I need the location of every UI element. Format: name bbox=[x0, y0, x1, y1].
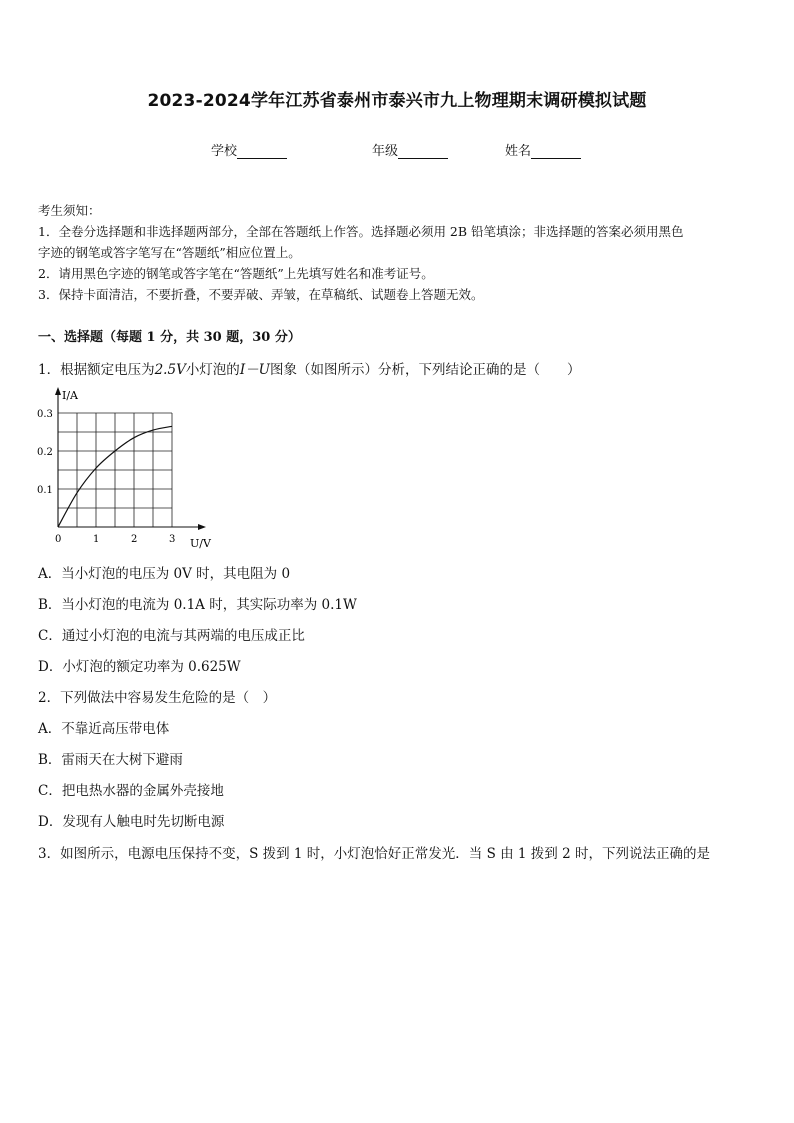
q2-option-d[interactable]: D．发现有人触电时先切断电源 bbox=[38, 814, 225, 830]
section-title: 一、选择题（每题 1 分，共 30 题，30 分） bbox=[38, 330, 301, 345]
q1-stem-c: 图象（如图所示）分析，下列结论正确的是（ ） bbox=[270, 362, 581, 378]
x-tick-label: 1 bbox=[93, 534, 100, 545]
school-blank[interactable] bbox=[237, 144, 287, 159]
q1-stem-iu: I－U bbox=[239, 362, 271, 378]
question-1-stem bbox=[38, 358, 581, 378]
notice-item-1: 1．全卷分选择题和非选择题两部分，全部在答题纸上作答。选择题必须用 2B 铅笔填涂；非选择题的答案必须用黑色 bbox=[38, 224, 684, 239]
x-axis-arrow bbox=[198, 524, 206, 530]
x-tick-label: 2 bbox=[131, 534, 138, 545]
notice-item-3: 3．保持卡面清洁，不要折叠，不要弄破、弄皱，在草稿纸、试题卷上答题无效。 bbox=[38, 287, 484, 302]
school-label: 学校 bbox=[211, 144, 238, 159]
q1-stem-b: 小灯泡的 bbox=[185, 362, 240, 378]
x-axis-label: U/V bbox=[190, 537, 211, 550]
grade-blank[interactable] bbox=[398, 144, 448, 159]
q1-option-b[interactable]: B．当小灯泡的电流为 0.1A 时，其实际功率为 0.1W bbox=[38, 597, 357, 613]
question-3-stem: 3．如图所示，电源电压保持不变，S 拨到 1 时，小灯泡恰好正常发光．当 S 由 1 拨到 2 时，下列说法正确的是 bbox=[38, 846, 710, 862]
grade-field[interactable] bbox=[372, 140, 448, 159]
grade-label: 年级 bbox=[372, 144, 399, 159]
notice-item-1-cont: 字迹的钢笔或答字笔写在“答题纸”相应位置上。 bbox=[38, 245, 301, 260]
y-tick-label: 0.1 bbox=[37, 485, 53, 496]
y-tick-label: 0.3 bbox=[37, 409, 53, 420]
q1-stem-voltage: 2.5V bbox=[154, 362, 186, 378]
name-label: 姓名 bbox=[505, 144, 532, 159]
iu-chart bbox=[30, 384, 220, 554]
y-axis-arrow bbox=[55, 387, 61, 395]
x-tick-label: 3 bbox=[169, 534, 176, 545]
q1-option-c[interactable]: C．通过小灯泡的电流与其两端的电压成正比 bbox=[38, 628, 305, 644]
q1-stem-a: 1．根据额定电压为 bbox=[38, 362, 155, 378]
name-field[interactable] bbox=[505, 140, 581, 159]
q2-option-c[interactable]: C．把电热水器的金属外壳接地 bbox=[38, 783, 224, 799]
chart-axes bbox=[55, 387, 206, 530]
school-field[interactable] bbox=[211, 140, 287, 159]
question-2-stem: 2．下列做法中容易发生危险的是（ ） bbox=[38, 690, 277, 706]
notice-heading: 考生须知： bbox=[38, 203, 101, 218]
q2-option-a[interactable]: A．不靠近高压带电体 bbox=[38, 721, 170, 737]
page-title: 2023-2024学年江苏省泰州市泰兴市九上物理期末调研模拟试题 bbox=[147, 91, 647, 111]
notice-item-2: 2．请用黑色字迹的钢笔或答字笔在“答题纸”上先填写姓名和准考证号。 bbox=[38, 266, 434, 281]
name-blank[interactable] bbox=[531, 144, 581, 159]
y-axis-label: I/A bbox=[62, 389, 78, 402]
y-tick-label: 0.2 bbox=[37, 447, 53, 458]
x-tick-label: 0 bbox=[55, 534, 62, 545]
student-info-row bbox=[0, 140, 794, 162]
q1-option-a[interactable]: A．当小灯泡的电压为 0V 时，其电阻为 0 bbox=[38, 566, 291, 582]
q2-option-b[interactable]: B．雷雨天在大树下避雨 bbox=[38, 752, 183, 768]
q1-option-d[interactable]: D．小灯泡的额定功率为 0.625W bbox=[38, 659, 241, 675]
